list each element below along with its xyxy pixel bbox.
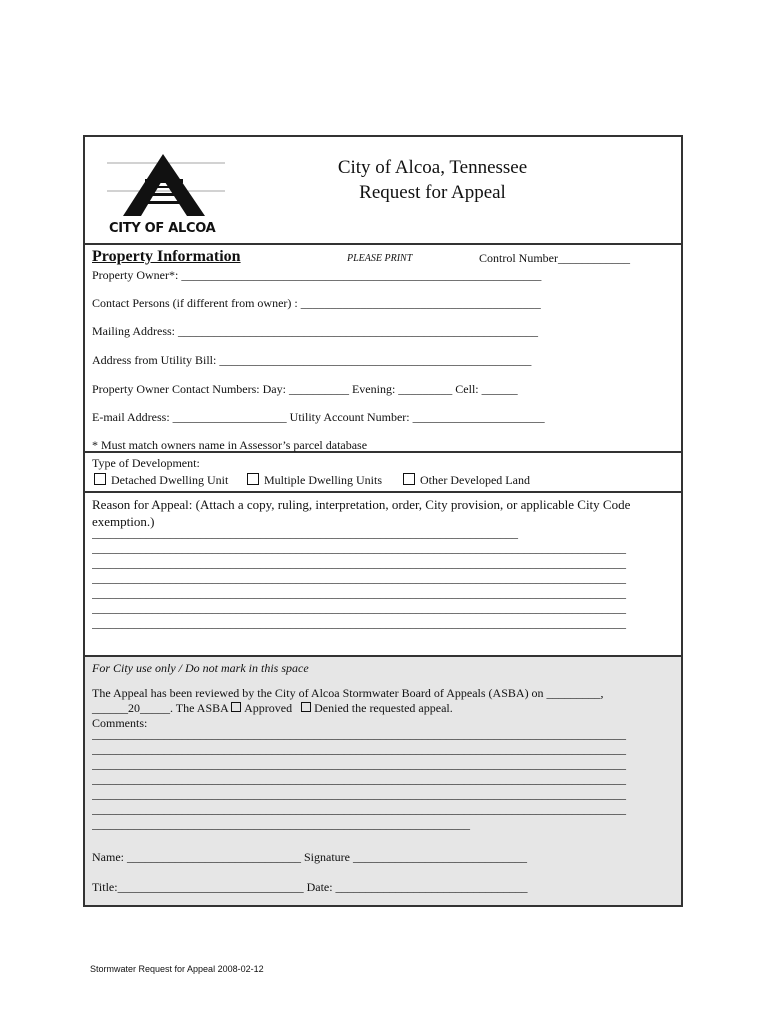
checkbox-other-developed[interactable] — [403, 473, 415, 485]
contact-persons-field[interactable]: Contact Persons (if different from owner) : ________________________________________ — [92, 296, 541, 310]
email-utility-account-field[interactable]: E-mail Address: ___________________ Utility Account Number: ______________________ — [92, 410, 545, 424]
property-information-section — [85, 245, 681, 453]
city-use-section — [85, 657, 681, 905]
footer-text: Stormwater Request for Appeal 2008-02-12 — [90, 964, 264, 974]
title-date-field[interactable]: Title:_______________________________ Date: ________________________________ — [92, 880, 528, 894]
appeal-form — [83, 135, 683, 907]
title-request: Request for Appeal — [359, 182, 506, 203]
reason-for-appeal-section — [85, 493, 681, 657]
mailing-address-field[interactable]: Mailing Address: ____________________________________________________________ — [92, 324, 538, 338]
city-use-heading: For City use only / Do not mark in this space — [92, 661, 309, 675]
property-info-heading: Property Information — [92, 248, 241, 265]
comments-blank-lines[interactable]: _________________________________________________________________________________________ _________________________________________________________________________________________ _________________________________________________________________________________________ _________________________________________________________________________________________ _________________________________________________________________________________________ _________________________________________________________________________________________ _______________________________________________________________ — [92, 727, 626, 831]
option-other-developed[interactable]: Other Developed Land — [403, 473, 530, 487]
checkbox-detached-dwelling[interactable] — [94, 473, 106, 485]
title-city: City of Alcoa, Tennessee — [337, 157, 528, 178]
development-type-label: Type of Development: — [92, 456, 200, 470]
review-decision: ______20_____. The ASBA Approved Denied the requested appeal. — [92, 701, 453, 715]
city-logo — [105, 149, 227, 239]
option-multiple-dwelling[interactable]: Multiple Dwelling Units — [247, 473, 382, 487]
reason-label-cont: exemption.) — [92, 514, 155, 529]
form-title — [285, 155, 580, 205]
comments-label: Comments: — [92, 716, 148, 730]
checkbox-denied[interactable] — [301, 702, 311, 712]
control-number-field[interactable]: Control Number____________ — [479, 251, 630, 265]
checkbox-multiple-dwelling[interactable] — [247, 473, 259, 485]
reason-blank-lines[interactable]: _______________________________________________________________________ _________________________________________________________________________________________ _________________________________________________________________________________________ _________________________________________________________________________________________ _________________________________________________________________________________________ _________________________________________________________________________________________ _________________________________________________________________________________________ — [92, 526, 626, 630]
option-detached-dwelling[interactable]: Detached Dwelling Unit — [94, 473, 228, 487]
contact-numbers-field[interactable]: Property Owner Contact Numbers: Day: __________ Evening: _________ Cell: ______ — [92, 382, 518, 396]
logo-text: CITY OF ALCOA — [109, 221, 216, 236]
checkbox-approved[interactable] — [231, 702, 241, 712]
development-type-section — [85, 453, 681, 493]
reason-label: Reason for Appeal: (Attach a copy, ruling, interpretation, order, City provision, or applicable City Code — [92, 497, 631, 512]
property-owner-field[interactable]: Property Owner*: ____________________________________________________________ — [92, 268, 542, 282]
please-print-label: PLEASE PRINT — [347, 253, 413, 264]
owner-name-note: * Must match owners name in Assessor’s parcel database — [92, 438, 368, 452]
review-statement: The Appeal has been reviewed by the City of Alcoa Stormwater Board of Appeals (ASBA) on _________, — [92, 686, 604, 700]
name-signature-field[interactable]: Name: _____________________________ Signature _____________________________ — [92, 850, 527, 864]
utility-address-field[interactable]: Address from Utility Bill: ____________________________________________________ — [92, 353, 532, 367]
approved-label: Approved — [244, 701, 293, 715]
form-header — [85, 137, 681, 245]
denied-label: Denied the requested appeal. — [314, 701, 453, 715]
